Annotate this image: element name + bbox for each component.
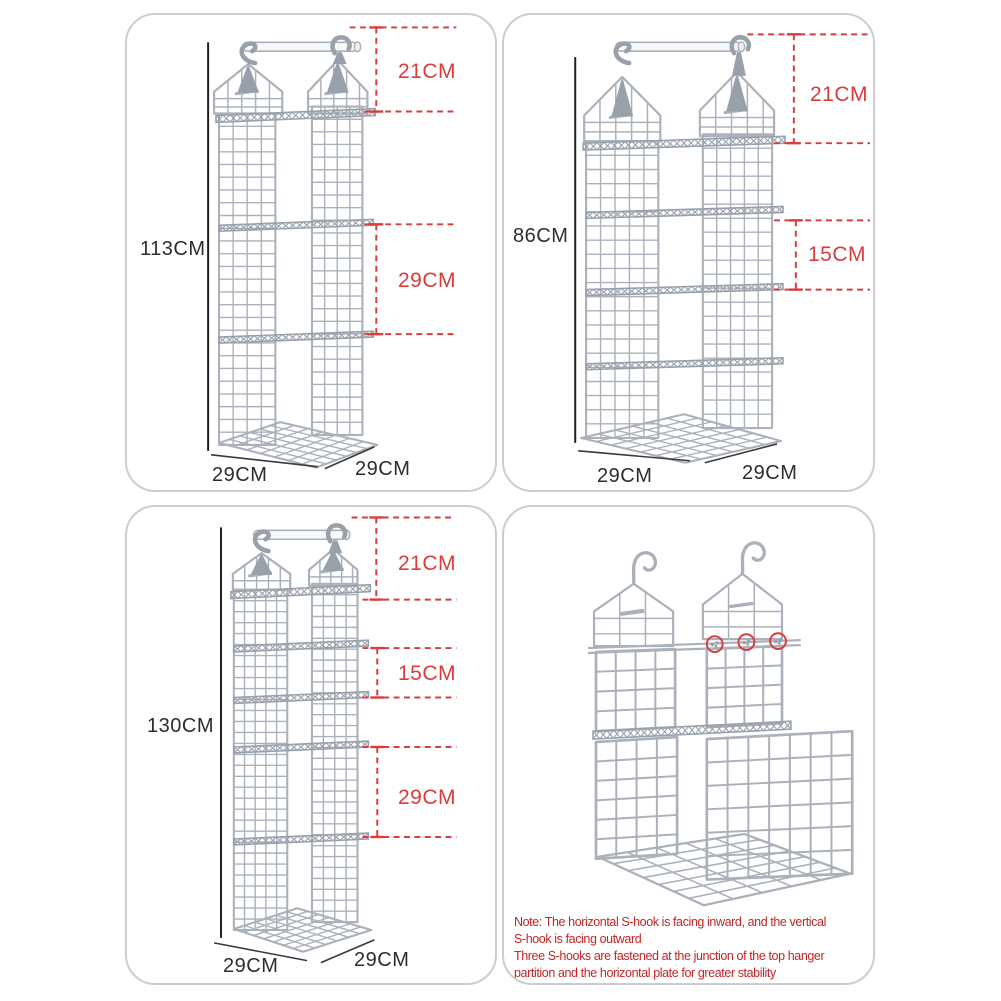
overall-height-label: 113CM [140,238,206,260]
panel-organizer-130cm [125,505,497,985]
base-depth-label: 29CM [355,458,411,480]
hanger-height-label: 21CM [398,60,457,83]
base-depth-label: 29CM [742,462,798,484]
hanger-height-label: 21CM [810,83,869,106]
cell-height-label: 15CM [808,243,867,266]
wire-organizer [211,37,377,468]
cell-height-label: 29CM [398,269,457,292]
shook-detail-drawing [504,507,873,983]
panel-organizer-86cm [502,13,875,492]
s-hook-icon [634,553,656,584]
overall-height-label: 130CM [147,715,214,737]
panel-organizer-113cm [125,13,497,492]
note-line: Three S-hooks are fastened at the junction of the top hanger [514,949,825,963]
s-hook-icon [742,543,764,574]
base-width-label: 29CM [223,955,279,977]
organizer-130cm-drawing [127,507,495,983]
hanger-height-label: 21CM [398,552,457,575]
base-depth-label: 29CM [354,949,410,971]
wire-organizer [214,525,374,962]
cell-height-label: 29CM [398,786,457,809]
panel-shook-detail [502,505,875,985]
base-width-label: 29CM [597,465,653,487]
stacked-unit-detail [588,543,852,905]
base-width-label: 29CM [212,464,268,486]
note-line: Note: The horizontal S-hook is facing inward, and the vertical [514,915,826,929]
overall-height-label: 86CM [513,225,569,247]
note-line: partition and the horizontal plate for greater stability [514,966,776,980]
cell-height-label: 15CM [398,662,457,685]
wire-organizer [578,37,785,462]
note-line: S-hook is facing outward [514,932,642,946]
